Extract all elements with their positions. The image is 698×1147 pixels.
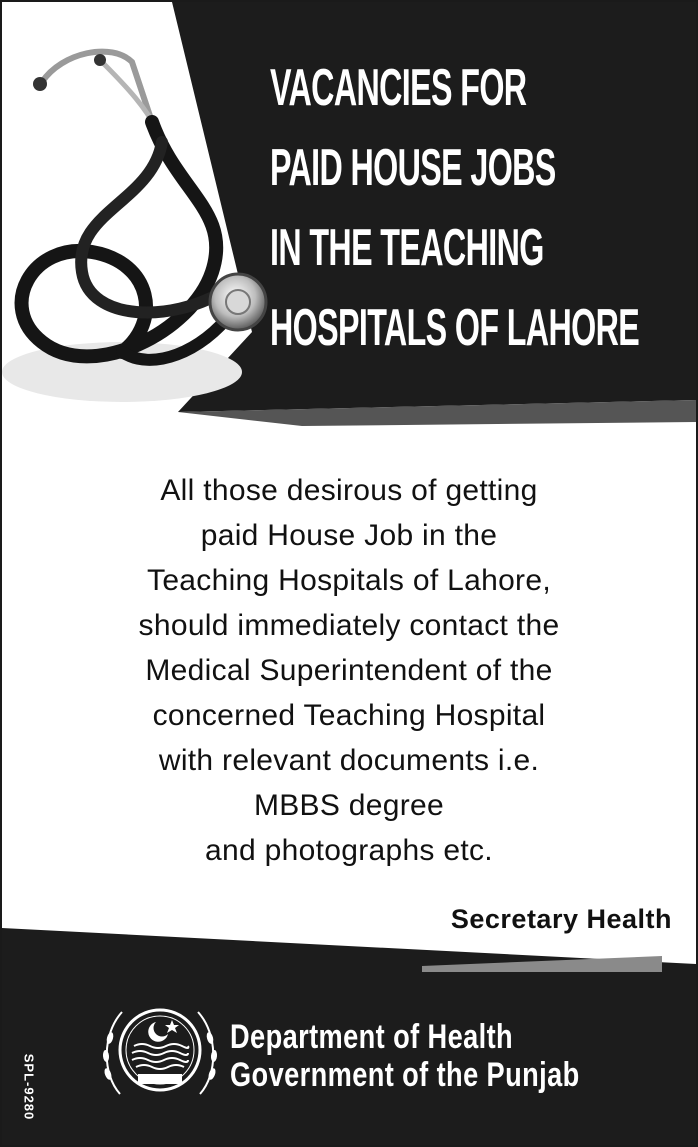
headline — [270, 48, 690, 368]
body-line: with relevant documents i.e. — [158, 744, 540, 777]
ad-code-text: SPL-9280 — [21, 1053, 37, 1121]
department-block — [230, 1018, 667, 1094]
headline-line-3: IN THE TEACHING — [270, 219, 544, 277]
signature: Secretary Health — [450, 904, 672, 934]
headline-line-4: HOSPITALS OF LAHORE — [270, 299, 640, 357]
ad-code — [14, 1042, 44, 1132]
notice-body — [32, 468, 666, 873]
government-name: Government of the Punjab — [230, 1056, 580, 1094]
headline-line-2: PAID HOUSE JOBS — [270, 139, 556, 197]
body-line: MBBS degree — [253, 789, 445, 822]
body-line: should immediately contact the — [138, 609, 560, 642]
stethoscope-image — [2, 22, 292, 422]
body-line: All those desirous of getting — [160, 474, 538, 507]
punjab-seal-icon — [98, 994, 222, 1106]
body-line: and photographs etc. — [205, 834, 493, 867]
body-line: concerned Teaching Hospital — [152, 699, 546, 732]
body-line: Medical Superintendent of the — [145, 654, 553, 687]
department-name: Department of Health — [230, 1018, 514, 1056]
body-line: paid House Job in the — [200, 519, 498, 552]
body-line: Teaching Hospitals of Lahore, — [147, 564, 551, 597]
headline-line-1: VACANCIES FOR — [270, 59, 527, 117]
